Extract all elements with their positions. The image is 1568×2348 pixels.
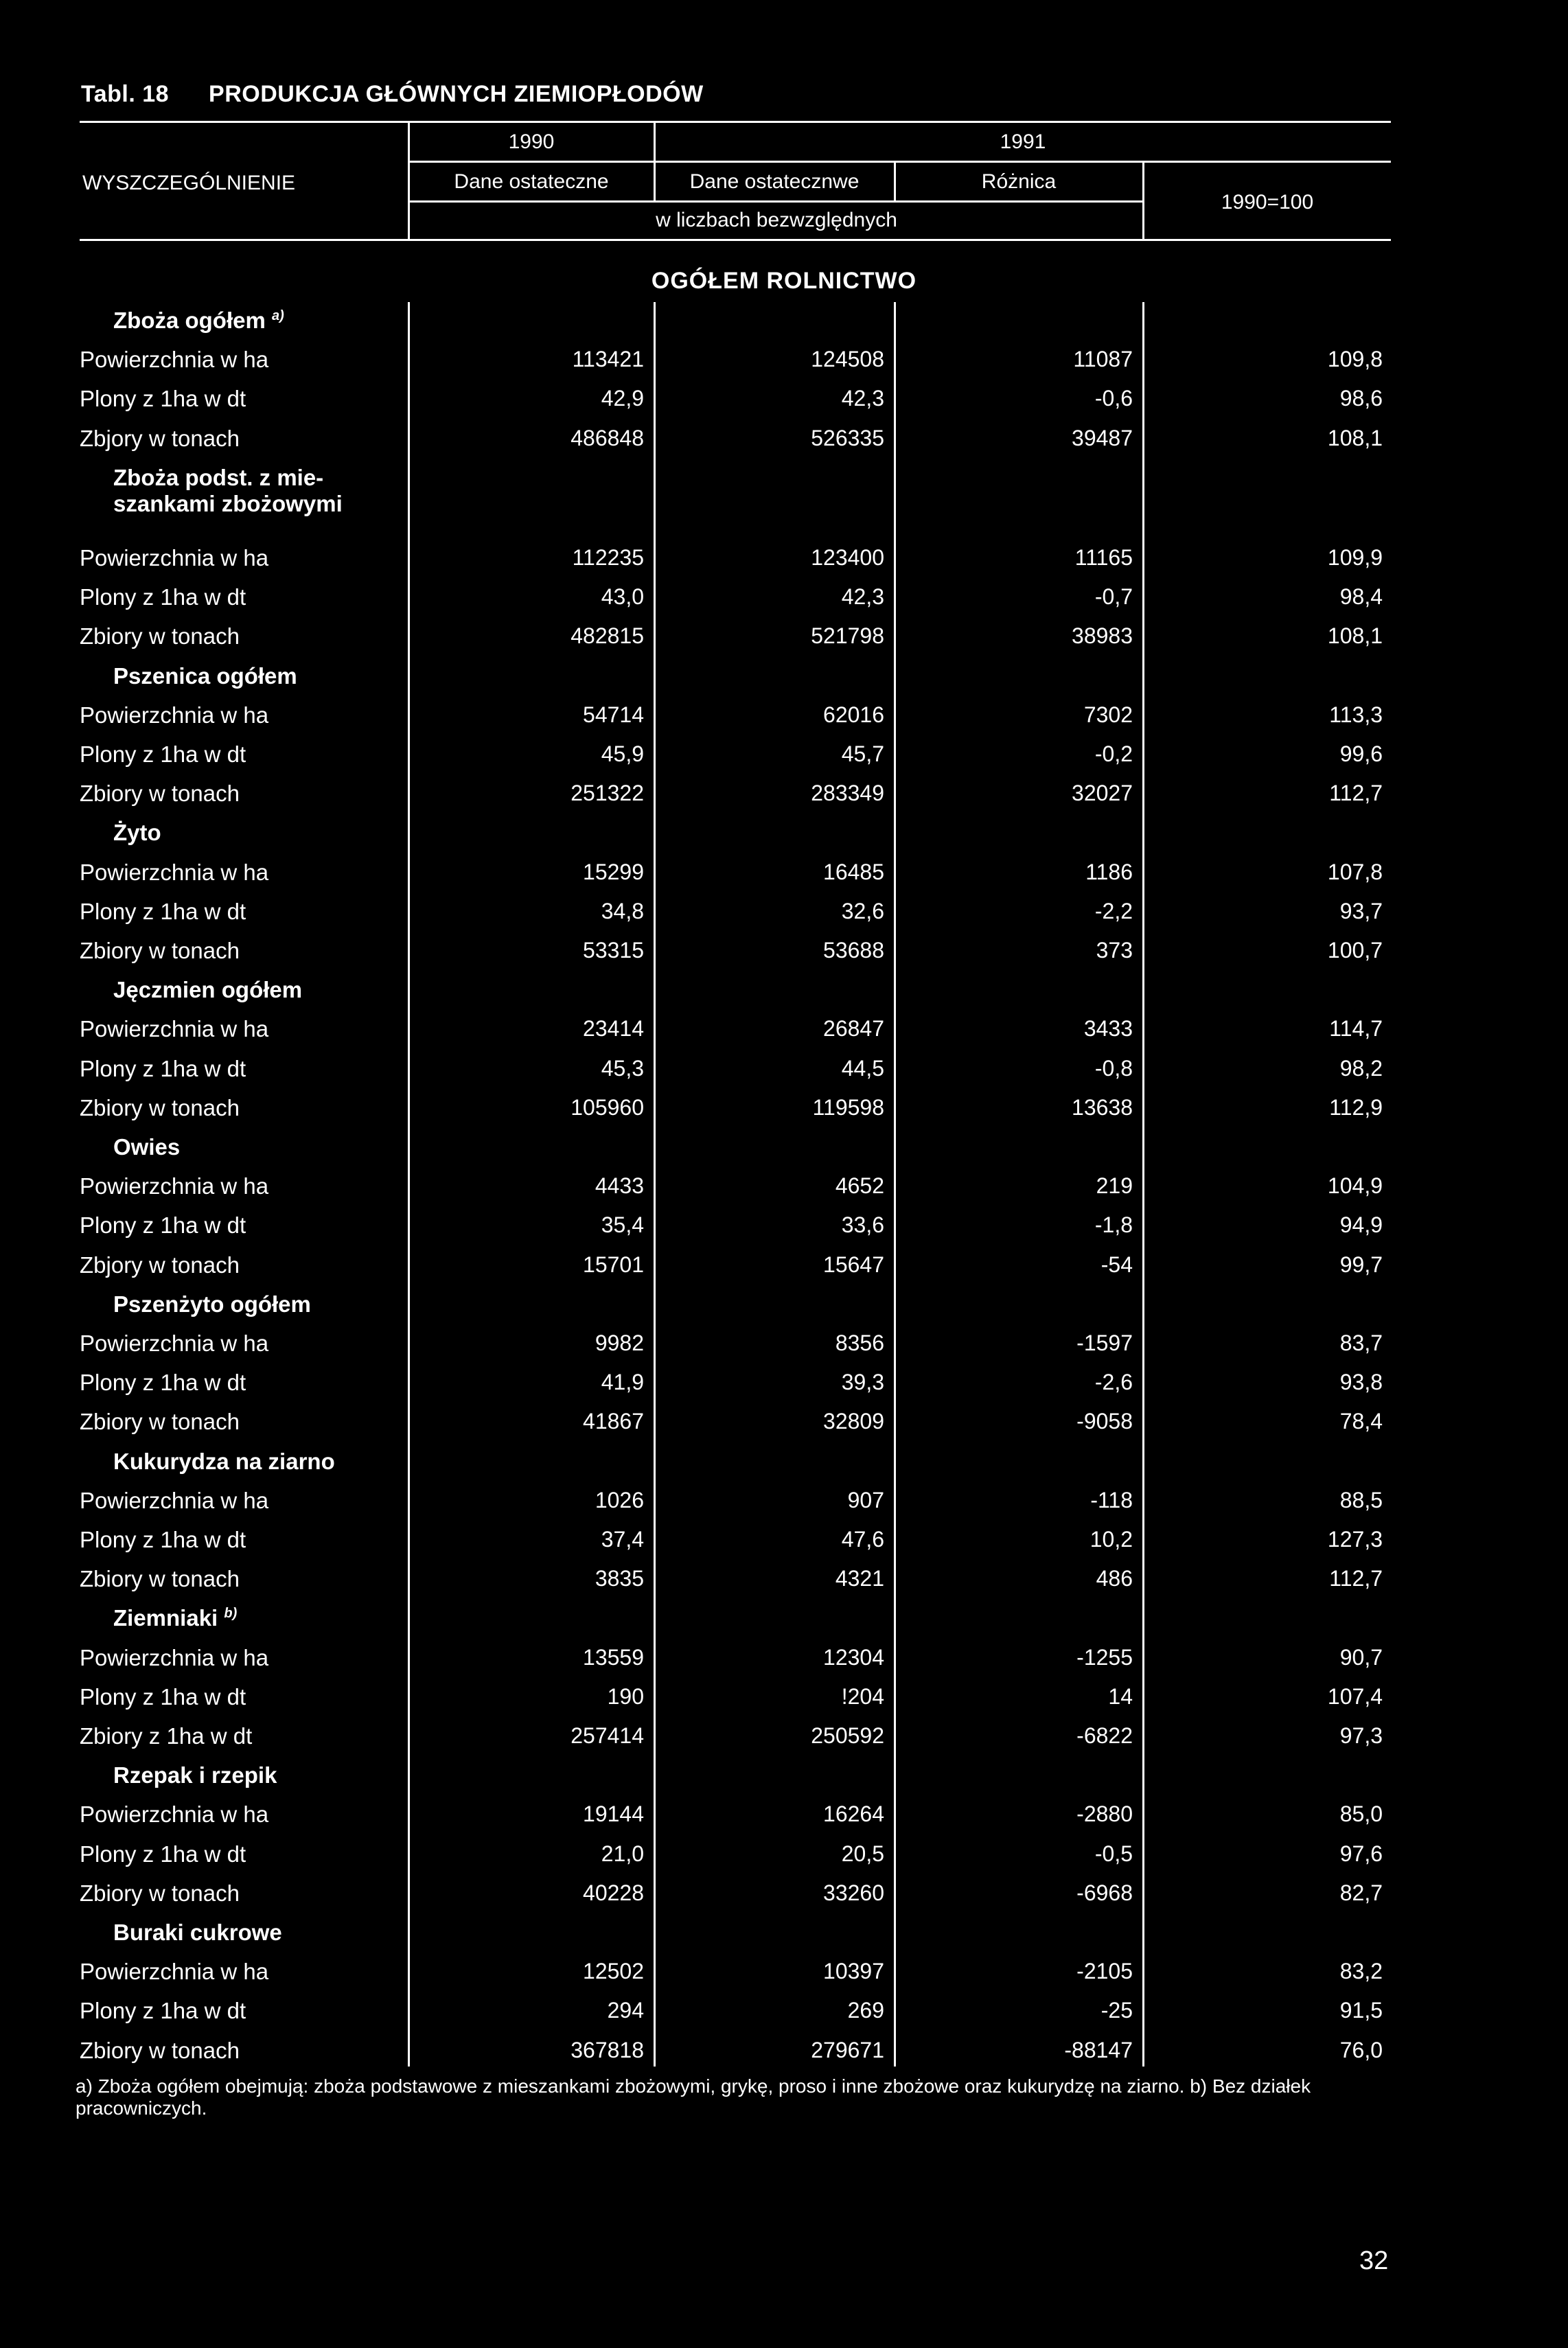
- value-index: 91,5: [1339, 1998, 1383, 2023]
- value-1990: 34,8: [601, 899, 644, 923]
- header-bottom-rule: [80, 239, 1391, 241]
- row-label: [80, 1723, 252, 1749]
- label-text: Powierzchnia w ha: [80, 545, 269, 571]
- value-1991: 33,6: [841, 1212, 884, 1237]
- value-1991: 20,5: [841, 1841, 884, 1866]
- value-1990: 54714: [583, 702, 644, 727]
- value-index: 99,7: [1339, 1252, 1383, 1277]
- value-1991: 39,3: [841, 1370, 884, 1394]
- value-1990: 367818: [570, 2038, 644, 2062]
- category-row: [0, 1920, 1568, 1959]
- row-label: [80, 741, 246, 768]
- label-text: Plony z 1ha w dt: [80, 1841, 246, 1867]
- value-difference: 32027: [1072, 781, 1133, 805]
- value-1990: 486848: [570, 426, 644, 450]
- category-label: [113, 1920, 282, 1946]
- value-index: 94,9: [1339, 1212, 1383, 1237]
- row-label: [80, 1527, 246, 1553]
- row-label: [80, 386, 246, 412]
- value-index: 98,6: [1339, 386, 1383, 411]
- value-difference: -1255: [1076, 1645, 1133, 1670]
- label-text: Plony z 1ha w dt: [80, 899, 246, 924]
- row-label: [80, 899, 246, 925]
- value-1991: 521798: [811, 623, 884, 648]
- row-label: [80, 1566, 240, 1592]
- label-text: Plony z 1ha w dt: [80, 1998, 246, 2023]
- row-label: [80, 1841, 246, 1867]
- table-row: [0, 781, 1568, 820]
- table-row: [0, 1566, 1568, 1605]
- table-row: [0, 386, 1568, 425]
- value-difference: 373: [1096, 938, 1133, 963]
- label-text: Plony z 1ha w dt: [80, 1527, 246, 1552]
- label-text: Buraki cukrowe: [113, 1920, 282, 1945]
- row-label: [80, 702, 268, 728]
- value-difference: -2,6: [1094, 1370, 1133, 1394]
- row-label: [80, 1409, 240, 1435]
- value-index: 93,8: [1339, 1370, 1383, 1394]
- value-index: 88,5: [1339, 1488, 1383, 1512]
- value-difference: 219: [1096, 1173, 1133, 1198]
- header-col-rule: [409, 200, 1144, 203]
- value-1990: 45,3: [601, 1056, 644, 1081]
- value-index: 78,4: [1339, 1409, 1383, 1434]
- table-row: [0, 1684, 1568, 1723]
- value-difference: -88147: [1064, 2038, 1133, 2062]
- footnote-marker: a): [272, 308, 284, 323]
- label-text: Plony z 1ha w dt: [80, 741, 246, 767]
- label-text: Żyto: [113, 820, 161, 845]
- section-title: OGÓŁEM ROLNICTWO: [651, 268, 917, 294]
- row-label: [80, 347, 268, 373]
- value-1991: 62016: [823, 702, 884, 727]
- value-1990: 15701: [583, 1252, 644, 1277]
- value-index: 109,8: [1327, 347, 1383, 371]
- table-number: Tabl. 18: [81, 81, 170, 107]
- table-row: [0, 1056, 1568, 1095]
- label-text: Rzepak i rzepik: [113, 1762, 277, 1788]
- label-text: Zbiory w tonach: [80, 1409, 240, 1434]
- table-row: [0, 584, 1568, 623]
- row-label: [80, 938, 240, 964]
- label-text: Pszenżyto ogółem: [113, 1291, 311, 1317]
- row-label: [80, 545, 268, 571]
- row-label: [80, 1959, 268, 1985]
- value-1990: 257414: [570, 1723, 644, 1748]
- value-1991: 4652: [835, 1173, 884, 1198]
- value-index: 98,2: [1339, 1056, 1383, 1081]
- value-index: 112,7: [1329, 1566, 1383, 1591]
- table-row: [0, 1212, 1568, 1252]
- row-label: [80, 1370, 246, 1396]
- table-row: [0, 899, 1568, 938]
- table-row: [0, 938, 1568, 977]
- table-row: [0, 1645, 1568, 1684]
- value-index: 99,6: [1339, 741, 1383, 766]
- page-number: 32: [1359, 2246, 1389, 2275]
- table-row: [0, 623, 1568, 663]
- value-1990: 23414: [583, 1016, 644, 1041]
- row-label: [80, 2038, 240, 2064]
- value-index: 127,3: [1327, 1527, 1383, 1552]
- table-row: [0, 1998, 1568, 2037]
- label-text-continued: szankami zbożowymi: [113, 490, 343, 516]
- label-text: Ziemniaki: [113, 1605, 218, 1631]
- value-1990: 15299: [583, 860, 644, 884]
- value-1990: 9982: [595, 1331, 644, 1355]
- header-col-index: 1990=100: [1221, 191, 1314, 214]
- label-text: Plony z 1ha w dt: [80, 1212, 246, 1238]
- table-row: [0, 1723, 1568, 1762]
- label-text: Zbiory w tonach: [80, 1880, 240, 1906]
- label-text: Powierzchnia w ha: [80, 1802, 269, 1827]
- value-1991: 124508: [811, 347, 884, 371]
- header-year-rule: [409, 161, 1391, 163]
- value-1990: 190: [607, 1684, 644, 1709]
- table-row: [0, 1841, 1568, 1880]
- value-difference: 13638: [1072, 1095, 1133, 1120]
- value-difference: 11165: [1074, 545, 1133, 570]
- footnote: a) Zboża ogółem obejmują: zboża podstawowe z mieszankami zbożowymi, grykę, proso i inne zbożowe oraz kukurydzę na ziarno. b) Bez działek pracowniczych.: [76, 2075, 1311, 2119]
- table-row: [0, 1880, 1568, 1920]
- value-1991: !204: [841, 1684, 884, 1709]
- value-index: 107,4: [1327, 1684, 1383, 1709]
- table-row: [0, 1488, 1568, 1527]
- label-text: Jęczmien ogółem: [113, 977, 303, 1002]
- category-label: [113, 1605, 237, 1631]
- label-text: Zboża ogółem: [113, 308, 266, 333]
- value-difference: 486: [1096, 1566, 1133, 1591]
- category-label: [113, 1291, 311, 1317]
- value-difference: 14: [1108, 1684, 1133, 1709]
- value-1991: 42,3: [841, 386, 884, 411]
- category-row: [0, 1291, 1568, 1331]
- header-year-1991: 1991: [1000, 130, 1046, 153]
- value-1990: 40228: [583, 1880, 644, 1905]
- row-label: [80, 1998, 246, 2024]
- footnote-marker: b): [224, 1606, 238, 1621]
- value-1991: 32,6: [841, 899, 884, 923]
- value-1990: 43,0: [601, 584, 644, 609]
- row-label: [80, 1880, 240, 1907]
- table-row: [0, 1016, 1568, 1055]
- value-index: 83,2: [1339, 1959, 1383, 1983]
- label-text: Powierzchnia w ha: [80, 1488, 269, 1513]
- value-difference: -9058: [1076, 1409, 1133, 1434]
- row-label: [80, 1331, 268, 1357]
- row-label: [80, 1684, 246, 1710]
- value-index: 113,3: [1329, 702, 1383, 727]
- value-1991: 16485: [823, 860, 884, 884]
- value-index: 108,1: [1327, 623, 1383, 648]
- value-difference: 11087: [1073, 347, 1133, 371]
- value-1991: 32809: [823, 1409, 884, 1434]
- value-difference: -0,5: [1094, 1841, 1133, 1866]
- row-label: [80, 426, 240, 452]
- value-1990: 53315: [583, 938, 644, 963]
- value-index: 108,1: [1327, 426, 1383, 450]
- table-row: [0, 1959, 1568, 1998]
- header-top-rule: [80, 121, 1391, 123]
- label-text: Powierzchnia w ha: [80, 1173, 269, 1199]
- value-index: 114,7: [1329, 1016, 1383, 1041]
- value-difference: -54: [1100, 1252, 1133, 1277]
- value-1991: 33260: [823, 1880, 884, 1905]
- category-row: [0, 465, 1568, 516]
- value-1991: 123400: [811, 545, 884, 570]
- header-year-1990: 1990: [508, 130, 555, 153]
- value-index: 107,8: [1327, 860, 1383, 884]
- header-absolute-note: w liczbach bezwzględnych: [656, 209, 897, 231]
- table-row: [0, 1173, 1568, 1212]
- category-row: [0, 977, 1568, 1016]
- label-text: Powierzchnia w ha: [80, 1645, 269, 1670]
- value-difference: -118: [1090, 1488, 1133, 1512]
- category-row: [0, 820, 1568, 859]
- category-label: [113, 1762, 277, 1788]
- value-difference: 38983: [1072, 623, 1133, 648]
- label-text: Zbiory w tonach: [80, 1095, 240, 1120]
- header-col-1991-final: Dane ostatecznwe: [689, 170, 860, 193]
- value-difference: -6822: [1076, 1723, 1133, 1748]
- table-row: [0, 860, 1568, 899]
- row-label: [80, 1212, 246, 1239]
- value-1990: 4433: [595, 1173, 644, 1198]
- label-text: Zbiory w tonach: [80, 781, 240, 806]
- category-label: [113, 465, 343, 517]
- value-1991: 526335: [811, 426, 884, 450]
- value-1991: 44,5: [841, 1056, 884, 1081]
- label-text: Powierzchnia w ha: [80, 1331, 269, 1356]
- value-index: 93,7: [1339, 899, 1383, 923]
- value-index: 82,7: [1339, 1880, 1383, 1905]
- label-text: Zbjory w tonach: [80, 426, 240, 451]
- category-label: [113, 820, 161, 846]
- value-1990: 482815: [570, 623, 644, 648]
- table-title: [81, 81, 704, 108]
- value-difference: 10,2: [1089, 1527, 1133, 1552]
- table-row: [0, 1802, 1568, 1841]
- label-text: Plony z 1ha w dt: [80, 584, 246, 610]
- value-difference: -2880: [1076, 1802, 1133, 1826]
- value-1991: 47,6: [841, 1527, 884, 1552]
- value-1990: 113421: [572, 347, 644, 371]
- category-row: [0, 663, 1568, 702]
- value-difference: -1597: [1076, 1331, 1133, 1355]
- value-1990: 45,9: [601, 741, 644, 766]
- value-1991: 16264: [823, 1802, 884, 1826]
- header-col-difference: Różnica: [981, 170, 1057, 193]
- category-row: [0, 308, 1568, 347]
- label-text: Plony z 1ha w dt: [80, 1370, 246, 1395]
- value-1990: 19144: [583, 1802, 644, 1826]
- value-1991: 250592: [811, 1723, 884, 1748]
- label-text: Owies: [113, 1134, 181, 1160]
- label-text: Plony z 1ha w dt: [80, 1056, 246, 1081]
- header-rowhead: WYSZCZEGÓLNIENIE: [82, 172, 296, 194]
- value-index: 90,7: [1339, 1645, 1383, 1670]
- label-text: Powierzchnia w ha: [80, 1959, 269, 1984]
- value-1991: 45,7: [841, 741, 884, 766]
- category-row: [0, 1762, 1568, 1802]
- table-row: [0, 545, 1568, 584]
- value-difference: -2105: [1076, 1959, 1133, 1983]
- value-1991: 119598: [812, 1095, 884, 1120]
- value-1991: 279671: [811, 2038, 884, 2062]
- row-label: [80, 1016, 268, 1042]
- value-1990: 13559: [583, 1645, 644, 1670]
- label-text: Zbiory w tonach: [80, 938, 240, 963]
- value-index: 104,9: [1327, 1173, 1383, 1198]
- category-label: [113, 663, 297, 689]
- label-text: Powierzchnia w ha: [80, 860, 269, 885]
- value-difference: 7302: [1083, 702, 1133, 727]
- row-label: [80, 1488, 268, 1514]
- value-difference: -6968: [1076, 1880, 1133, 1905]
- category-row: [0, 1605, 1568, 1644]
- value-1991: 26847: [823, 1016, 884, 1041]
- row-label: [80, 860, 268, 886]
- value-difference: 3433: [1083, 1016, 1133, 1041]
- value-1991: 907: [847, 1488, 884, 1512]
- value-1990: 35,4: [601, 1212, 644, 1237]
- category-label: [113, 308, 284, 334]
- table-row: [0, 1370, 1568, 1409]
- value-1991: 4321: [835, 1566, 884, 1591]
- row-label: [80, 1252, 240, 1278]
- value-1991: 53688: [823, 938, 884, 963]
- category-label: [113, 1449, 335, 1475]
- label-text: Zbiory w tonach: [80, 623, 240, 649]
- value-1990: 105960: [570, 1095, 644, 1120]
- value-1990: 294: [607, 1998, 644, 2023]
- label-text: Kukurydza na ziarno: [113, 1449, 335, 1474]
- value-difference: -2,2: [1094, 899, 1133, 923]
- label-text: Plony z 1ha w dt: [80, 386, 246, 411]
- row-label: [80, 1173, 268, 1199]
- value-1991: 8356: [835, 1331, 884, 1355]
- value-index: 85,0: [1339, 1802, 1383, 1826]
- value-index: 109,9: [1327, 545, 1383, 570]
- header-col-1990-final: Dane ostateczne: [454, 170, 609, 193]
- label-text: Plony z 1ha w dt: [80, 1684, 246, 1710]
- value-1991: 283349: [811, 781, 884, 805]
- table-row: [0, 741, 1568, 781]
- table-row: [0, 1409, 1568, 1448]
- value-index: 112,7: [1329, 781, 1383, 805]
- value-difference: -0,6: [1094, 386, 1133, 411]
- value-index: 83,7: [1339, 1331, 1383, 1355]
- table-name: PRODUKCJA GŁÓWNYCH ZIEMIOPŁODÓW: [209, 81, 704, 107]
- category-label: [113, 977, 302, 1003]
- value-index: 97,3: [1339, 1723, 1383, 1748]
- row-label: [80, 623, 240, 649]
- label-text: Zbiory z 1ha w dt: [80, 1723, 253, 1749]
- value-difference: 39487: [1072, 426, 1133, 450]
- label-text: Zbiory w tonach: [80, 1566, 240, 1591]
- value-1990: 21,0: [601, 1841, 644, 1866]
- value-index: 112,9: [1329, 1095, 1383, 1120]
- row-label: [80, 1056, 246, 1082]
- table-row: [0, 1252, 1568, 1291]
- value-index: 98,4: [1339, 584, 1383, 609]
- table-row: [0, 2038, 1568, 2077]
- value-index: 76,0: [1339, 2038, 1383, 2062]
- table-row: [0, 702, 1568, 741]
- label-text: Zbiory w tonach: [80, 2038, 240, 2063]
- table-row: [0, 426, 1568, 465]
- row-label: [80, 584, 246, 610]
- label-text: Powierzchnia w ha: [80, 702, 269, 728]
- category-row: [0, 1449, 1568, 1488]
- value-difference: -0,2: [1094, 741, 1133, 766]
- value-1991: 10397: [823, 1959, 884, 1983]
- category-row: [0, 1134, 1568, 1173]
- table-row: [0, 1095, 1568, 1134]
- value-1990: 251322: [570, 781, 644, 805]
- value-difference: -0,7: [1094, 584, 1133, 609]
- value-1991: 269: [847, 1998, 884, 2023]
- table-row: [0, 347, 1568, 386]
- value-1990: 112235: [572, 545, 644, 570]
- value-1990: 41,9: [601, 1370, 644, 1394]
- value-1991: 42,3: [841, 584, 884, 609]
- label-text: Pszenica ogółem: [113, 663, 297, 689]
- value-index: 100,7: [1327, 938, 1383, 963]
- table-row: [0, 1331, 1568, 1370]
- value-1990: 37,4: [601, 1527, 644, 1552]
- value-1990: 42,9: [601, 386, 644, 411]
- label-text: Powierzchnia w ha: [80, 347, 269, 372]
- value-1991: 15647: [823, 1252, 884, 1277]
- row-label: [80, 781, 240, 807]
- row-label: [80, 1645, 268, 1671]
- row-label: [80, 1095, 240, 1121]
- value-difference: -0,8: [1094, 1056, 1133, 1081]
- label-text: Zboża podst. z mie-: [113, 465, 324, 490]
- label-text: Zbjory w tonach: [80, 1252, 240, 1278]
- value-difference: 1186: [1085, 860, 1133, 884]
- value-index: 97,6: [1339, 1841, 1383, 1866]
- row-label: [80, 1802, 268, 1828]
- value-1990: 3835: [595, 1566, 644, 1591]
- value-1990: 1026: [595, 1488, 644, 1512]
- value-1990: 41867: [583, 1409, 644, 1434]
- label-text: Powierzchnia w ha: [80, 1016, 269, 1041]
- value-difference: -1,8: [1094, 1212, 1133, 1237]
- value-difference: -25: [1100, 1998, 1133, 2023]
- category-label: [113, 1134, 180, 1160]
- value-1990: 12502: [583, 1959, 644, 1983]
- value-1991: 12304: [823, 1645, 884, 1670]
- table-row: [0, 1527, 1568, 1566]
